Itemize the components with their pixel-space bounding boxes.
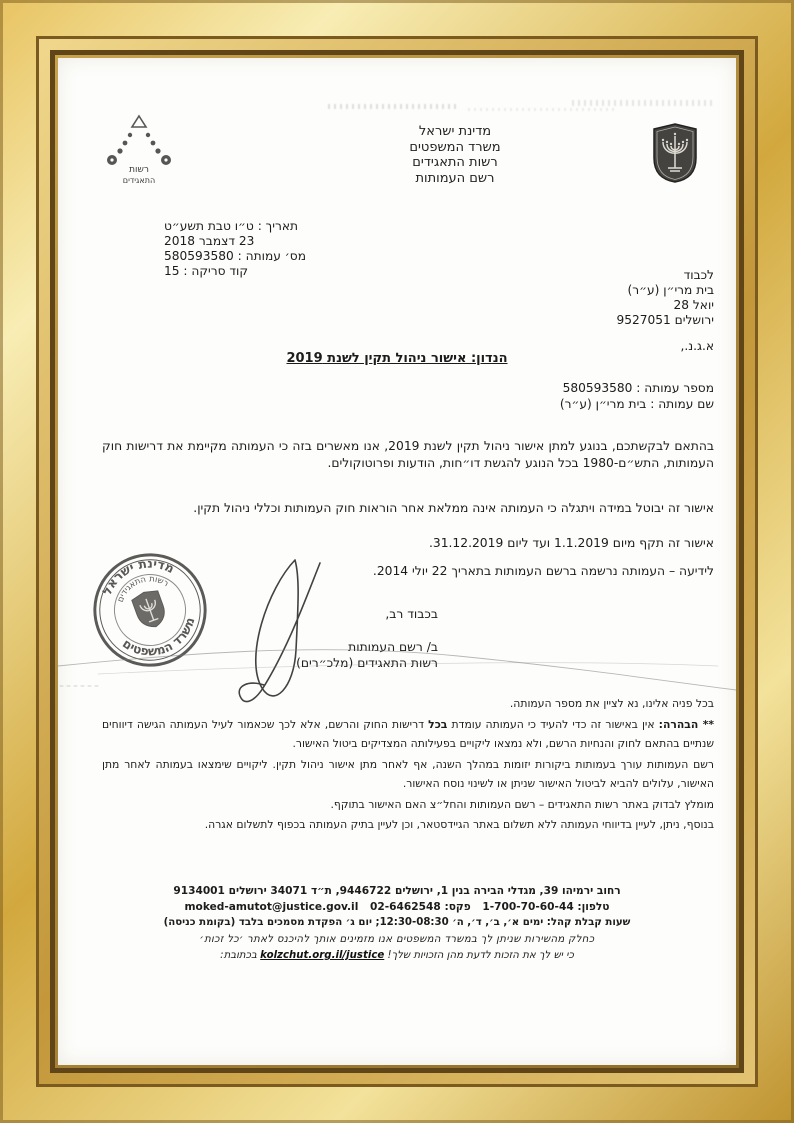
letter-page [58,58,736,1065]
scan-code: קוד סריקה : 15 [164,264,248,278]
footer-address: רחוב ירמיהו 39, מגדלי הבירה בנין 1, ירושלים 9446722, ת״ד 34071 ירושלים 9134001 [173,885,621,897]
recipient-street: יואל 28 [673,298,714,312]
footer-contact-line [78,900,716,914]
footer-invite: כחלק מהשירות שניתן לך במשרד המשפטים אנו מזמינים אותך להיכנס לאתר ׳כל זכות׳ [199,934,595,945]
israel-state-emblem-icon [650,122,700,184]
clarification-pre: אין באישור זה כדי להעיד כי העמותה עומדת [447,717,659,731]
round-ministry-stamp [68,528,232,692]
scan-noise [572,100,712,106]
note-guidestar: בנוסף, ניתן, לעיין בדיווחי העמותה ללא תשלום באתר הגיידסטאר, וכן לעיין בתיק העמותה בכפוף לתשלום אגרה. [204,818,714,831]
amuta-number-line: מספר עמותה : 580593580 [562,381,714,395]
footer-fax: פקס: 02-6462548 [370,901,471,913]
frame-dark-lip [50,50,744,1073]
scan-noise [328,104,458,109]
amuta-number: מס׳ עמותה : 580593580 [164,249,306,263]
logo-text-line1: רשות [129,165,149,175]
subject-line [58,351,736,366]
subject-text: הנדון: אישור ניהול תקין לשנת 2019 [286,351,508,366]
header-line-state: מדינת ישראל [418,124,492,139]
note-audits: רשם העמותות עורך בעמותות ביקורות יזומות במהלך השנה, אף לאחר מתן אישור ניהול תקין. ליקויים שימצאו בעמותה לאחר מתן האישור, עלולים להביא לביטול האישור שניתן או לשינוי נוסח האישור. [102,757,714,790]
note-clarification [102,715,714,754]
recipient-name: בית מרי״ן (ע״ר) [627,283,714,297]
amuta-name-line: שם עמותה : בית מרי״ן (ע״ר) [559,397,714,411]
corporations-authority-logo-icon [84,110,194,206]
frame-groove [36,36,758,1087]
body-paragraph-registration: לידיעה – העמותה נרשמה ברשם העמותות בתאריך 22 יולי 2014. [372,564,714,578]
greeting: א.ג.נ., [680,339,714,353]
stamp-bottom-text: משרד המשפטים [119,615,198,659]
header-line-authority: רשות התאגידים [412,155,498,170]
signer-unit: רשות התאגידים (מלכ״רים) [296,656,438,670]
footer-address-label: בכתובת: [220,950,257,961]
body-paragraph-approval: בהתאם לבקשתכם, בנוגע למתן אישור ניהול תקין לשנת 2019, אנו מאשרים בזה כי העמותה מקיימת את דרישות חוק העמותות, התש״ם-1980 בכל הנוגע להגשת דו״חות, הודעות ופרוטוקולים. [102,439,714,471]
frame-edge [55,55,739,1068]
logo-text-line2: התאגידים [122,176,156,185]
footer-link-line [78,949,716,963]
kolzchut-link[interactable]: kolzchut.org.il/justice [260,950,385,961]
note-contact: בכל פניה אלינו, נא לציין את מספר העמותה. [509,697,714,710]
footnotes [102,694,714,836]
reference-block [164,219,394,279]
svg-text:מדינת ישראל [93,546,179,601]
header-line-registrar: רשם העמותות [415,170,495,186]
recipient-city: ירושלים 9527051 [616,313,714,327]
closing-block [296,606,438,671]
footer-email: moked-amutot@justice.gov.il [184,901,359,913]
amuta-details [560,380,714,412]
body-paragraph-revocation: אישור זה יבוטל במידה ויתגלה כי העמותה אינה ממלאת אחר הוראות חוק העמותות וכללי ניהול תקין. [193,501,714,516]
note-check-site: מומלץ לבדוק באתר רשות התאגידים – רשם העמותות והחל״צ האם האישור בתוקף. [330,797,714,811]
stamp-inner-text: רשות התאגידים [114,573,171,604]
clarification-bold-word: בכל [428,717,448,731]
frame-inner-band [39,39,755,1084]
stamp-top-text: מדינת ישראל [99,556,177,598]
footer-link-suffix: כי יש לך את הזכות לדעת מהן הזכויות שלך! [387,950,574,961]
ministry-header [360,124,550,186]
letter-footer [78,884,716,963]
recipient-block [617,268,714,328]
header-line-ministry: משרד המשפטים [409,139,501,155]
signer-role: ב/ רשם העמותות [348,640,438,654]
footer-hours: שעות קבלת קהל: ימים א׳, ב׳, ד׳, ה׳ 12:30-08:30; יום ג׳ הפקדת מסמכים בלבד (בקומת כניסה) [163,917,631,928]
hebrew-date: תאריך : ט״ו טבת תשע״ט [164,219,298,233]
body-paragraph-validity: אישור זה תקף מיום 1.1.2019 ועד ליום 31.12.2019. [428,536,714,550]
gregorian-date: 23 דצמבר 2018 [164,234,255,248]
scan-noise [468,108,618,111]
regards: בכבוד רב, [385,607,438,621]
clarification-label: ** הבהרה: [658,717,714,731]
clarification-post: דרישות החוק והרשם, אלא לכך שכאמור לעיל העמותה הגישה דיווחים שנתיים בהתאם לחוק והנחיות הרשם, ולא נמצאו ליקויים בפעילותה המצדיקים ביטול האישור. [102,717,714,750]
salutation: לכבוד [683,268,714,282]
footer-phone: טלפון: 1-700-70-60-44 [482,901,610,913]
